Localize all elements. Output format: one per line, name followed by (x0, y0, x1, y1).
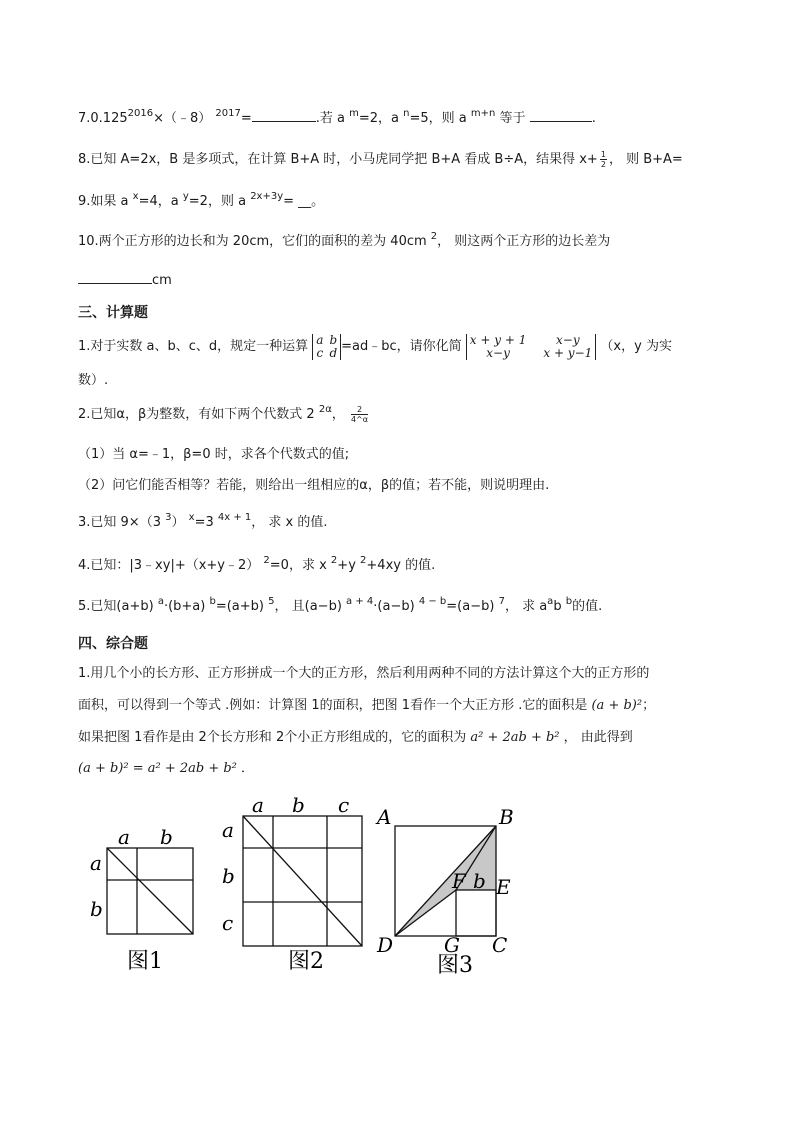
question-7: $7.0.125^{2016}\times(﹣8)$ $^{2017}$= .若 a $^m$=2，a $^n$=5，则 a $^{m+n}$ 等于 . (78, 108, 596, 126)
fig2-label-b-top: b (292, 793, 305, 817)
fig2-label-a-left: a (222, 818, 234, 842)
question-9: 9.如果 a $^x$=4，a $^y$=2，则 a $^{2x+3y}$= __。 (78, 191, 325, 209)
fig1-label-b-left: b (90, 897, 103, 921)
calc-question-2-part-2: （2）问它们能否相等？若能，则给出一组相应的α，β的值；若不能，则说明理由. (78, 478, 550, 493)
calc-question-4: 4.已知：|3﹣xy|+（x+y﹣2） $^2$=0，求 x $^2$+y $^2$+4xy 的值. (78, 555, 436, 573)
calc-question-1-cont: 数）. (78, 373, 109, 388)
fraction: $\frac{2}{4\^{}\alpha}$ (350, 405, 369, 424)
fig3-caption: 图3 (437, 953, 473, 978)
comp-question-1-line-4: (a + b)² = a² + 2ab + b² ． (78, 761, 255, 776)
fig3-small-square (456, 890, 496, 936)
fig1-caption: 图1 (127, 949, 163, 974)
comp-question-1-line-1: 1.用几个小的长方形、正方形拼成一个大的正方形，然后利用两种不同的方法计算这个大的正方形的 (78, 666, 650, 681)
fig2-label-b-left: b (222, 864, 235, 888)
fraction: $\frac{1}{2}$ (600, 150, 606, 169)
fig3-label-D: D (377, 933, 394, 957)
determinant-expression: x + y + 1 x−y x−y x + y−1 (466, 334, 596, 360)
calc-question-2-part-1: （1）当 α=﹣1，β=0 时，求各个代数式的值; (78, 447, 350, 462)
fig2-label-c-left: c (222, 911, 234, 935)
fig3-label-G: G (444, 933, 460, 957)
comp-question-1-line-3: 如果把图 1看作是由 2个长方形和 2个小正方形组成的，它的面积为 a² + 2ab + b² ， 由此得到 (78, 730, 633, 745)
fig3-label-E: E (496, 875, 511, 899)
calc-question-2: 2.已知α，β为整数，有如下两个代数式 2 $^{2\alpha}$， $\frac{2}{4\^{}\alpha}$ (78, 404, 369, 424)
determinant-definition: a c b d (312, 334, 341, 360)
question-8: 8.已知 A=2x，B 是多项式，在计算 B+A 时，小马虎同学把 B+A 看成 B÷A，结果得 x+ $\frac{1}{2}$ ， 则 B+A= (78, 150, 683, 169)
section-heading-comprehensive: 四、综合题 (78, 636, 148, 652)
fig3-label-A: A (377, 805, 392, 829)
fig2-diagonal (243, 816, 362, 946)
fig2-label-a-top: a (252, 793, 264, 817)
answer-blank[interactable] (252, 108, 316, 122)
fig1-label-b-top: b (160, 825, 173, 849)
figure-3 (375, 805, 514, 978)
figure-2 (222, 793, 362, 974)
question-10-answer-line: cm (78, 270, 172, 290)
answer-blank[interactable] (78, 270, 152, 284)
fig1-label-a-left: a (90, 851, 102, 875)
fig2-label-c-top: c (338, 793, 350, 817)
question-10: 10.两个正方形的边长和为 20cm，它们的面积的差为 40cm $^2$， 则这两个正方形的边长差为 (78, 231, 611, 249)
calc-question-3: 3.已知 9×（3 $^3$） $^x$=3 $^{4x + 1}$， 求 x 的值. (78, 512, 328, 530)
calc-question-1: 1.对于实数 a、b、c、d，规定一种运算 a c b d =ad﹣bc，请你化简 x + y + 1 x−y x−y x + y−1 （x，y 为实 (78, 332, 672, 360)
section-heading-calculation: 三、计算题 (78, 305, 148, 321)
fig3-label-F: F (452, 869, 466, 893)
fig3-label-B: B (499, 805, 514, 829)
fig2-caption: 图2 (288, 949, 324, 974)
fig3-label-C: C (492, 933, 508, 957)
fig1-diagonal (107, 848, 193, 934)
fig3-line-DF (395, 890, 456, 936)
answer-blank[interactable] (530, 108, 592, 122)
figure-1 (90, 825, 193, 974)
figures-area (80, 790, 530, 980)
calc-question-5: 5.已知(a+b) $^a$·(b+a) $^b$=(a+b) $^5$， 且(a−b) $^{a + 4}$·(a−b) $^{4 - b}$=(a−b) $^7$， 求 $a^ab$ $^b$的值. (78, 596, 603, 614)
fig1-label-a-top: a (118, 825, 130, 849)
fig3-label-b: b (473, 869, 486, 893)
comp-question-1-line-2: 面积，可以得到一个等式 .例如：计算图 1的面积，把图 1看作一个大正方形 .它的面积是 (a + b)²； (78, 698, 656, 713)
